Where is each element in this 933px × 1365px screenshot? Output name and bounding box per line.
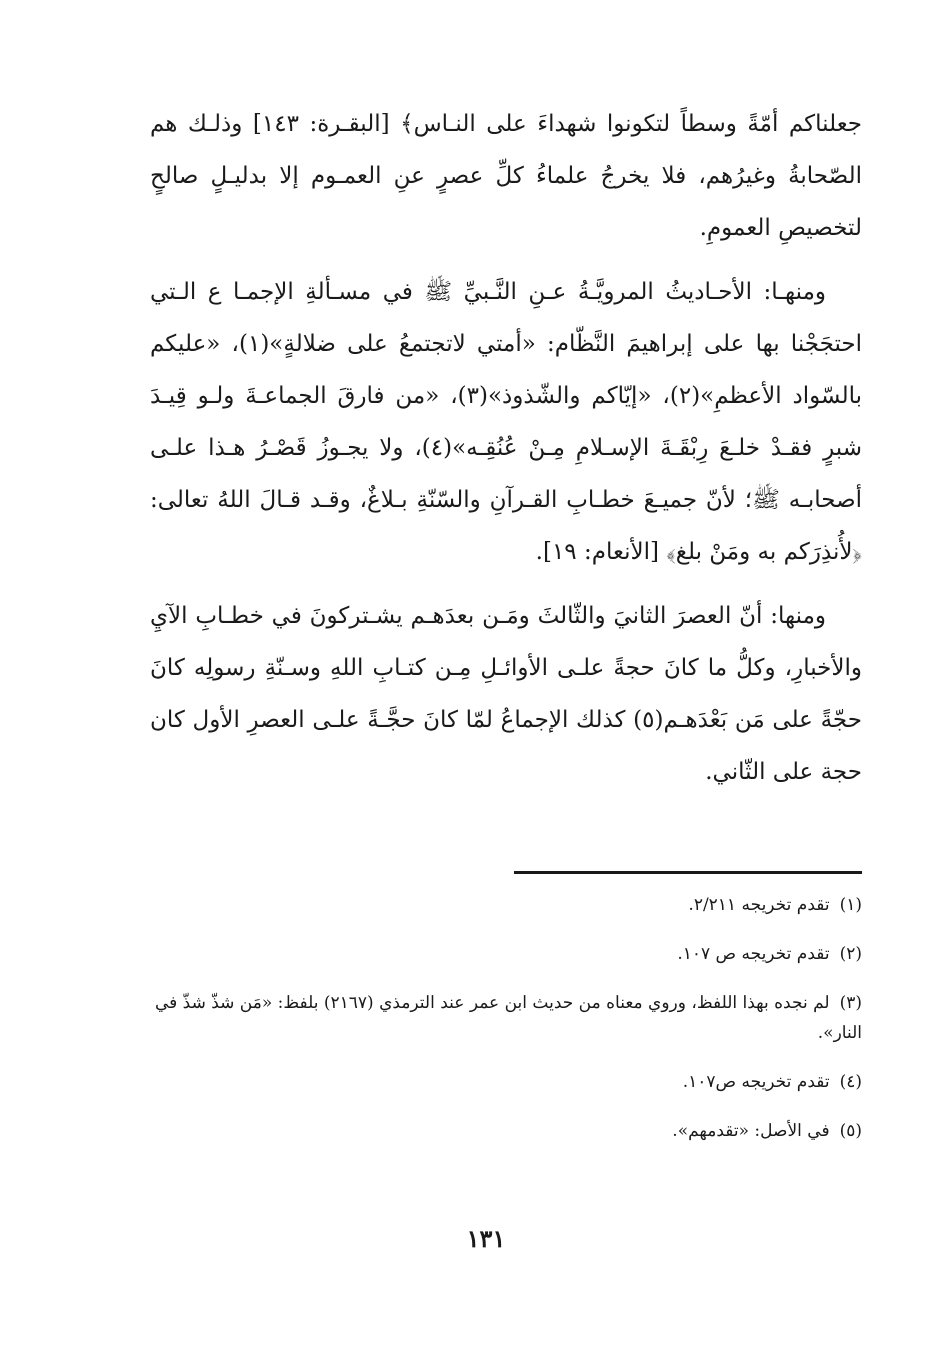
body-paragraph-3: ومنها: أنّ العصرَ الثانيَ والثّالثَ ومَـن بعدَهـم يشـتركونَ في خطـابِ الآيِ والأخبارِ، وكلُّ ما كانَ حجةً علـى الأوائـلِ مِـن كتـابِ اللهِ وسـنّةِ رسولِه كانَ حجّةً على مَن بَعْدَهـم(٥) كذلك الإجماعُ لمّا كانَ حجَّـةً علـى العصرِ الأول كان حجة على الثّاني. — [150, 603, 862, 785]
body-paragraph-2: ومنهـا: الأحـاديثُ المرويَّـةُ عـنِ النَّـبيِّ ﷺ في مسـألةِ الإجمـا ع الـتي احتجَجْنا بها على إبراهيمَ النَّظّام: «أمتي لاتجتمعُ على ضلالةٍ»(١)، «عليكم بالسّواد الأعظمِ»(٢)، «إيّاكم والشّذوذ»(٣)، «من فارقَ الجماعـةَ ولـو قِيـدَ شبرٍ فقـدْ خلـعَ رِبْقَـةَ الإسـلامِ مِـنْ عُنُقِـه»(٤)، ولا يجـوزُ قَصْـرُ هـذا علـى أصحابـه ﷺ؛ لأنّ جميـعَ خطـابِ القـرآنِ والسّنّةِ بـلاغٌ، وقـد قـالَ اللهُ تعالى: ﴿لأُنذِرَكم به ومَنْ بلغ﴾ [الأنعام: ١٩]. — [150, 279, 862, 565]
footnote-text: لم نجده بهذا اللفظ، وروي معناه من حديث ابن عمر عند الترمذي (٢١٦٧) بلفظ: «مَن شذّ شذّ في النار». — [154, 993, 862, 1043]
footnote-5 — [150, 1116, 862, 1146]
footnote-number: (٤) — [839, 1072, 862, 1092]
footnote-text: تقدم تخريجه ص ١٠٧. — [677, 944, 830, 964]
body-paragraph-1: جعلناكم أمّةً وسطاً لتكونوا شهداءَ على النـاس﴾ [البقـرة: ١٤٣] وذلـك هم الصّحابةُ وغيرُهم، فلا يخرجُ علماءُ كلِّ عصرٍ عنِ العمـوم إلا بدليـلٍ صالحٍ لتخصيصِ العمومِ. — [150, 111, 863, 241]
footnotes — [150, 890, 862, 1165]
footnote-number: (٣) — [839, 993, 862, 1013]
footnote-2 — [150, 939, 862, 969]
footnote-text: تقدم تخريجه ٢/٢١١. — [688, 895, 830, 915]
page-number: ١٣١ — [466, 1224, 506, 1253]
footnote-3 — [150, 988, 862, 1048]
footnote-text: في الأصل: «تقدمهم». — [672, 1121, 830, 1141]
footnote-number: (٥) — [839, 1121, 862, 1141]
footnote-number: (١) — [839, 895, 862, 915]
main-text — [150, 98, 862, 810]
footnote-4 — [150, 1067, 862, 1097]
footnote-1 — [150, 890, 862, 920]
footnote-text: تقدم تخريجه ص١٠٧. — [682, 1072, 830, 1092]
footnote-separator — [514, 871, 862, 874]
footnote-number: (٢) — [839, 944, 862, 964]
